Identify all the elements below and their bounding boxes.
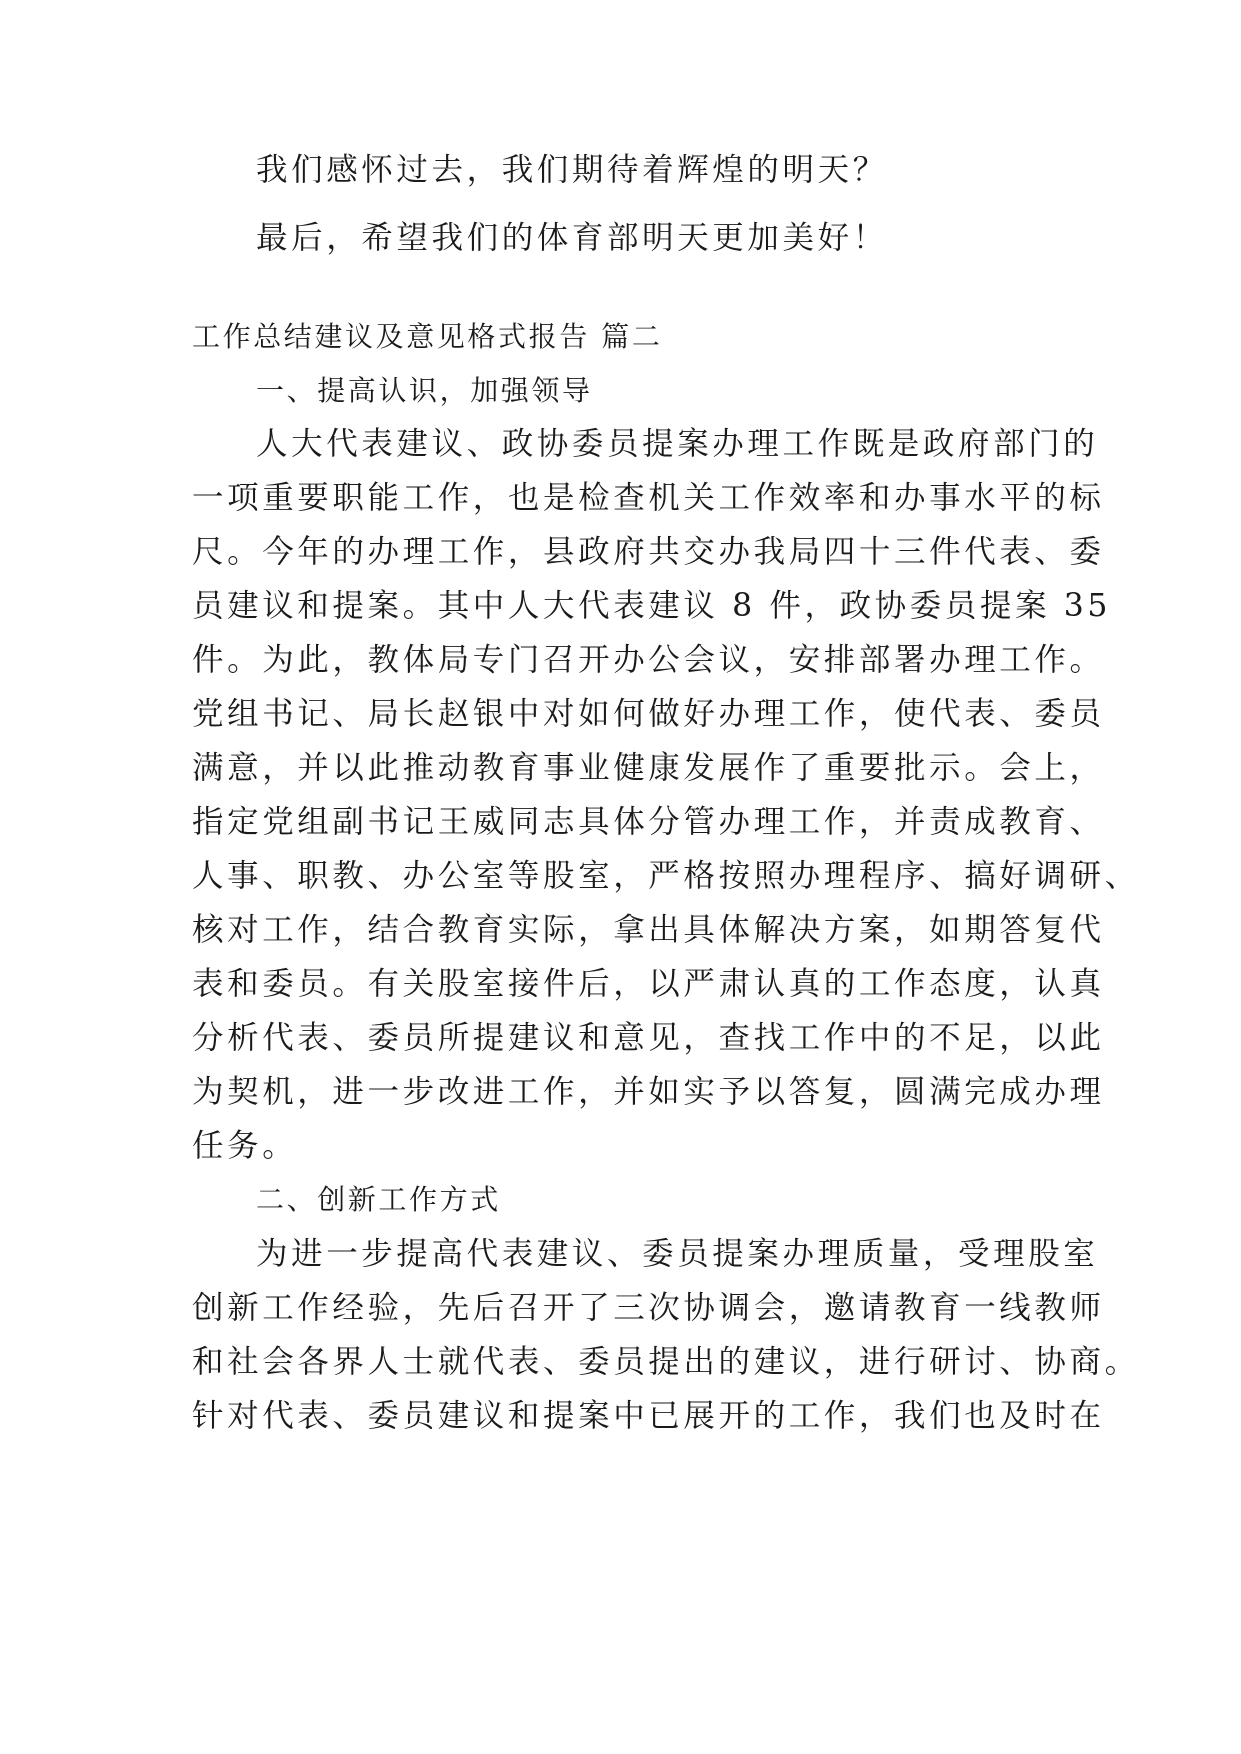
section-two-heading: 二、创新工作方式 [256, 1183, 501, 1216]
closing-line-2: 最后，希望我们的体育部明天更加美好！ [256, 220, 888, 256]
paragraph-line: 员建议和提案。其中人大代表建议 8 件，政协委员提案 35 [192, 588, 1112, 624]
paragraph-line: 核对工作，结合教育实际，拿出具体解决方案，如期答复代 [192, 912, 1105, 948]
paragraph-line: 指定党组副书记王威同志具体分管办理工作，并责成教育、 [192, 804, 1105, 840]
closing-line-1: 我们感怀过去，我们期待着辉煌的明天？ [256, 152, 888, 188]
paragraph-line: 和社会各界人士就代表、委员提出的建议，进行研讨、协商。 [192, 1344, 1140, 1380]
paragraph-line: 一项重要职能工作，也是检查机关工作效率和办事水平的标 [192, 480, 1105, 516]
paragraph-line: 为契机，进一步改进工作，并如实予以答复，圆满完成办理 [192, 1074, 1105, 1110]
paragraph-line: 任务。 [192, 1128, 298, 1164]
paragraph-line: 分析代表、委员所提建议和意见，查找工作中的不足，以此 [192, 1020, 1105, 1056]
paragraph-line: 人大代表建议、政协委员提案办理工作既是政府部门的 [256, 426, 1099, 462]
paragraph-line: 党组书记、局长赵银中对如何做好办理工作，使代表、委员 [192, 696, 1105, 732]
paragraph-line: 尺。今年的办理工作，县政府共交办我局四十三件代表、委 [192, 534, 1105, 570]
paragraph-line: 为进一步提高代表建议、委员提案办理质量，受理股室 [256, 1236, 1099, 1272]
paragraph-line: 创新工作经验，先后召开了三次协调会，邀请教育一线教师 [192, 1290, 1105, 1326]
article-title: 工作总结建议及意见格式报告 篇二 [192, 320, 663, 353]
paragraph-line: 人事、职教、办公室等股室，严格按照办理程序、搞好调研、 [192, 858, 1140, 894]
paragraph-line: 针对代表、委员建议和提案中已展开的工作，我们也及时在 [192, 1398, 1105, 1434]
section-one-heading: 一、提高认识，加强领导 [256, 374, 593, 407]
paragraph-line: 满意，并以此推动教育事业健康发展作了重要批示。会上， [192, 750, 1105, 786]
paragraph-line: 表和委员。有关股室接件后，以严肃认真的工作态度，认真 [192, 966, 1105, 1002]
paragraph-line: 件。为此，教体局专门召开办公会议，安排部署办理工作。 [192, 642, 1105, 678]
